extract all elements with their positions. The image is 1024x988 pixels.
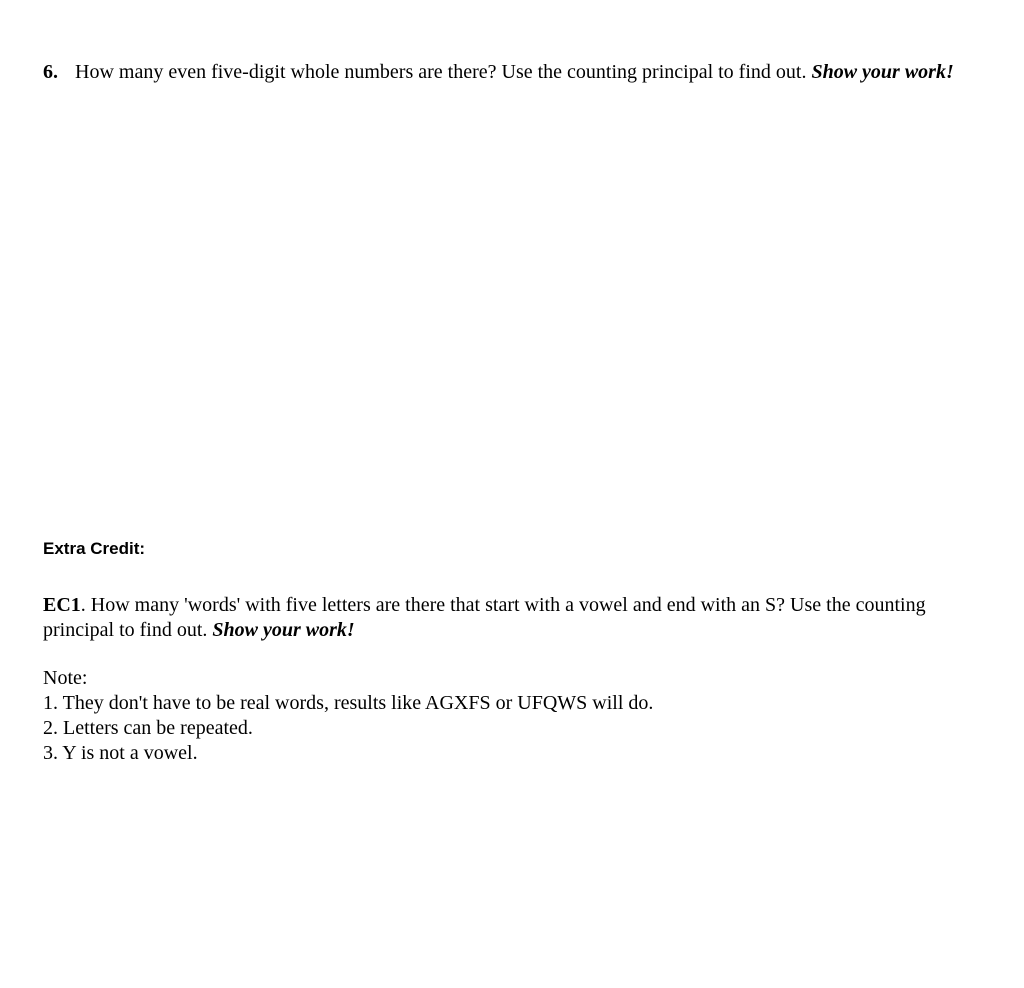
note-item: 2. Letters can be repeated. <box>43 717 253 739</box>
show-work-instruction: Show your work! <box>811 61 954 83</box>
note-block <box>43 666 943 766</box>
question-text: How many even five-digit whole numbers are there? Use the counting principal to find out. <box>75 61 807 83</box>
ec1-text: . How many 'words' with five letters are there that start with a vowel and end with an S? Use the counting principal to find out. <box>43 594 926 641</box>
note-item: 1. They don't have to be real words, results like AGXFS or UFQWS will do. <box>43 692 654 714</box>
question-text-block <box>75 60 973 85</box>
note-item: 3. Y is not a vowel. <box>43 742 198 764</box>
extra-credit-heading: Extra Credit: <box>43 539 146 558</box>
question-6 <box>43 60 973 85</box>
ec1-question <box>43 593 943 643</box>
question-number: 6. <box>43 61 58 83</box>
ec1-label: EC1 <box>43 594 81 616</box>
note-title: Note: <box>43 667 88 689</box>
ec1-show-work-instruction: Show your work! <box>212 619 355 641</box>
